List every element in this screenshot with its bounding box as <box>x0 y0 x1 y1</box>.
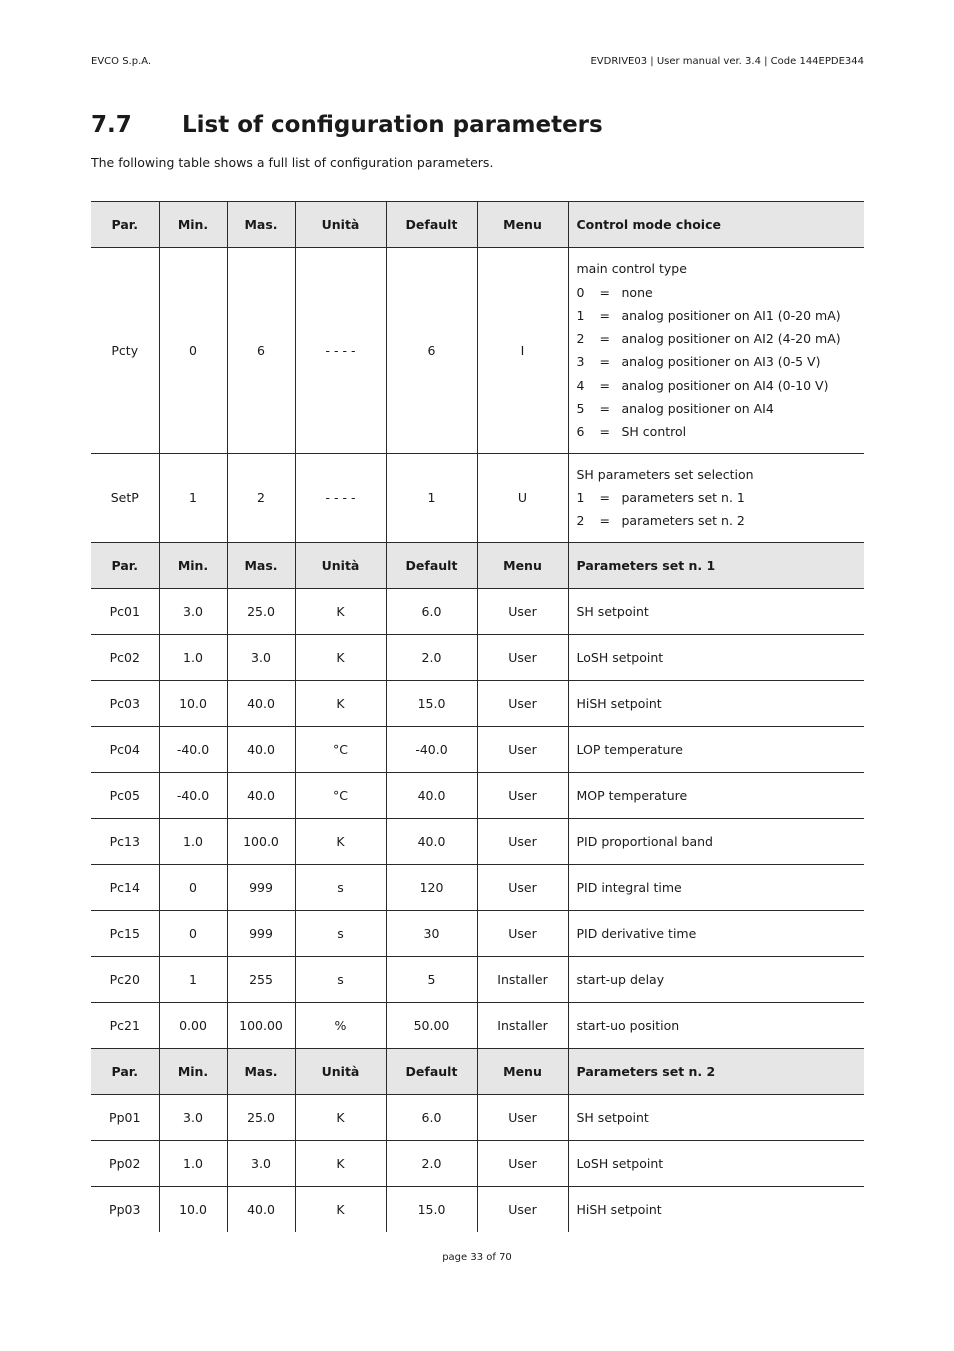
cell-min: -40.0 <box>159 727 227 773</box>
option-equals: = <box>599 284 610 300</box>
parameters-table-body <box>91 202 864 1233</box>
cell-min: 1 <box>159 453 227 543</box>
group-title: Control mode choice <box>568 202 864 248</box>
cell-par: Pp03 <box>91 1187 159 1233</box>
option-equals: = <box>599 490 610 506</box>
group-title: Parameters set n. 1 <box>568 543 864 589</box>
option-line <box>577 420 865 443</box>
table-row <box>91 1141 864 1187</box>
cell-max: 255 <box>227 957 295 1003</box>
option-text: parameters set n. 1 <box>621 490 745 506</box>
option-value: 2 <box>576 513 585 529</box>
cell-default: -40.0 <box>386 727 477 773</box>
cell-description: PID integral time <box>568 865 864 911</box>
cell-unit: s <box>295 957 386 1003</box>
table-row <box>91 589 864 635</box>
cell-default: 30 <box>386 911 477 957</box>
option-value: 1 <box>576 490 585 506</box>
cell-par: Pc20 <box>91 957 159 1003</box>
column-header-max: Mas. <box>227 1049 295 1095</box>
option-value: 6 <box>576 423 585 439</box>
cell-par: Pc03 <box>91 681 159 727</box>
cell-description: SH setpoint <box>568 1095 864 1141</box>
cell-default: 15.0 <box>386 681 477 727</box>
column-header-par: Par. <box>91 202 159 248</box>
cell-max: 2 <box>227 453 295 543</box>
column-header-unit: Unità <box>295 1049 386 1095</box>
cell-unit: K <box>295 1187 386 1233</box>
cell-min: 1 <box>159 957 227 1003</box>
header-document-reference: EVDRIVE03 | User manual ver. 3.4 | Code 144EPDE344 <box>590 56 864 67</box>
page-number: page 33 of 70 <box>442 1252 512 1263</box>
cell-max: 6 <box>227 248 295 454</box>
cell-min: 1.0 <box>159 819 227 865</box>
cell-unit: K <box>295 681 386 727</box>
cell-default: 5 <box>386 957 477 1003</box>
table-row <box>91 727 864 773</box>
parameters-table <box>91 201 864 1232</box>
table-header-row <box>91 202 864 248</box>
column-header-max: Mas. <box>227 543 295 589</box>
option-line <box>577 327 865 350</box>
column-header-par: Par. <box>91 1049 159 1095</box>
cell-description: PID derivative time <box>568 911 864 957</box>
cell-default: 6.0 <box>386 589 477 635</box>
cell-default: 6 <box>386 248 477 454</box>
cell-par: Pc05 <box>91 773 159 819</box>
cell-par: Pc02 <box>91 635 159 681</box>
table-row <box>91 957 864 1003</box>
option-text: analog positioner on AI2 (4-20 mA) <box>621 331 841 347</box>
option-equals: = <box>599 513 610 529</box>
column-header-menu: Menu <box>477 543 568 589</box>
option-text: analog positioner on AI4 (0-10 V) <box>621 377 829 393</box>
column-header-min: Min. <box>159 1049 227 1095</box>
cell-menu: User <box>477 681 568 727</box>
cell-max: 999 <box>227 865 295 911</box>
cell-default: 2.0 <box>386 635 477 681</box>
cell-default: 1 <box>386 453 477 543</box>
option-line <box>577 374 865 397</box>
option-text: analog positioner on AI4 <box>621 400 774 416</box>
cell-min: 0.00 <box>159 1003 227 1049</box>
cell-menu: Installer <box>477 957 568 1003</box>
section-title: List of configuration parameters <box>182 112 603 138</box>
option-equals: = <box>599 377 610 393</box>
column-header-min: Min. <box>159 543 227 589</box>
cell-menu: User <box>477 819 568 865</box>
cell-unit: - - - - <box>295 453 386 543</box>
cell-default: 2.0 <box>386 1141 477 1187</box>
cell-description: HiSH setpoint <box>568 681 864 727</box>
cell-par: Pc04 <box>91 727 159 773</box>
cell-min: 10.0 <box>159 681 227 727</box>
cell-unit: °C <box>295 773 386 819</box>
cell-min: 3.0 <box>159 1095 227 1141</box>
cell-description <box>568 248 864 454</box>
section-intro: The following table shows a full list of configuration parameters. <box>91 155 494 170</box>
column-header-min: Min. <box>159 202 227 248</box>
option-value: 2 <box>576 331 585 347</box>
option-line <box>577 486 865 509</box>
table-row <box>91 819 864 865</box>
cell-unit: % <box>295 1003 386 1049</box>
cell-min: 1.0 <box>159 635 227 681</box>
cell-unit: s <box>295 911 386 957</box>
option-equals: = <box>599 331 610 347</box>
column-header-default: Default <box>386 202 477 248</box>
cell-menu: User <box>477 1187 568 1233</box>
option-line <box>577 350 865 373</box>
cell-default: 50.00 <box>386 1003 477 1049</box>
cell-min: 10.0 <box>159 1187 227 1233</box>
cell-description: SH setpoint <box>568 589 864 635</box>
cell-unit: K <box>295 1141 386 1187</box>
table-row <box>91 248 864 454</box>
cell-unit: s <box>295 865 386 911</box>
cell-description: start-uo position <box>568 1003 864 1049</box>
cell-min: 1.0 <box>159 1141 227 1187</box>
option-line <box>577 397 865 420</box>
cell-default: 40.0 <box>386 819 477 865</box>
option-equals: = <box>599 400 610 416</box>
column-header-par: Par. <box>91 543 159 589</box>
cell-max: 3.0 <box>227 1141 295 1187</box>
table-row <box>91 681 864 727</box>
cell-min: 0 <box>159 865 227 911</box>
option-line <box>577 281 865 304</box>
cell-par: Pcty <box>91 248 159 454</box>
option-text: analog positioner on AI3 (0-5 V) <box>621 354 821 370</box>
cell-par: Pp01 <box>91 1095 159 1141</box>
cell-min: -40.0 <box>159 773 227 819</box>
table-row <box>91 1187 864 1233</box>
option-text: parameters set n. 2 <box>621 513 745 529</box>
option-equals: = <box>599 307 610 323</box>
cell-max: 40.0 <box>227 681 295 727</box>
option-value: 1 <box>576 307 585 323</box>
cell-max: 25.0 <box>227 1095 295 1141</box>
column-header-default: Default <box>386 1049 477 1095</box>
option-text: analog positioner on AI1 (0-20 mA) <box>621 307 841 323</box>
cell-min: 0 <box>159 911 227 957</box>
cell-max: 40.0 <box>227 727 295 773</box>
table-header-row <box>91 1049 864 1095</box>
cell-default: 40.0 <box>386 773 477 819</box>
column-header-unit: Unità <box>295 202 386 248</box>
cell-menu: User <box>477 911 568 957</box>
option-equals: = <box>599 423 610 439</box>
cell-description: start-up delay <box>568 957 864 1003</box>
cell-menu: I <box>477 248 568 454</box>
cell-par: Pp02 <box>91 1141 159 1187</box>
option-value: 3 <box>576 354 585 370</box>
cell-description: HiSH setpoint <box>568 1187 864 1233</box>
table-header-row <box>91 543 864 589</box>
cell-menu: User <box>477 589 568 635</box>
cell-menu: User <box>477 635 568 681</box>
cell-unit: °C <box>295 727 386 773</box>
table-row <box>91 1095 864 1141</box>
cell-max: 100.0 <box>227 819 295 865</box>
column-header-menu: Menu <box>477 1049 568 1095</box>
table-row <box>91 911 864 957</box>
option-value: 5 <box>576 400 585 416</box>
column-header-default: Default <box>386 543 477 589</box>
cell-min: 3.0 <box>159 589 227 635</box>
cell-unit: K <box>295 819 386 865</box>
cell-max: 999 <box>227 911 295 957</box>
cell-description: LOP temperature <box>568 727 864 773</box>
cell-par: Pc01 <box>91 589 159 635</box>
column-header-max: Mas. <box>227 202 295 248</box>
option-equals: = <box>599 354 610 370</box>
description-text: main control type <box>576 261 687 277</box>
option-value: 4 <box>576 377 585 393</box>
cell-par: Pc13 <box>91 819 159 865</box>
cell-menu: Installer <box>477 1003 568 1049</box>
cell-menu: User <box>477 1141 568 1187</box>
cell-par: Pc15 <box>91 911 159 957</box>
cell-max: 40.0 <box>227 1187 295 1233</box>
cell-max: 40.0 <box>227 773 295 819</box>
cell-max: 100.00 <box>227 1003 295 1049</box>
table-row <box>91 865 864 911</box>
table-row <box>91 453 864 543</box>
cell-description: LoSH setpoint <box>568 635 864 681</box>
cell-min: 0 <box>159 248 227 454</box>
cell-menu: User <box>477 773 568 819</box>
cell-par: Pc14 <box>91 865 159 911</box>
cell-default: 120 <box>386 865 477 911</box>
column-header-menu: Menu <box>477 202 568 248</box>
cell-default: 6.0 <box>386 1095 477 1141</box>
section-number: 7.7 <box>91 112 132 138</box>
cell-unit: K <box>295 635 386 681</box>
option-text: none <box>621 284 653 300</box>
cell-menu: User <box>477 727 568 773</box>
cell-menu: User <box>477 1095 568 1141</box>
option-value: 0 <box>576 284 585 300</box>
header-company: EVCO S.p.A. <box>91 56 152 67</box>
cell-par: Pc21 <box>91 1003 159 1049</box>
cell-description: PID proportional band <box>568 819 864 865</box>
table-row <box>91 635 864 681</box>
description-text: SH parameters set selection <box>576 467 754 483</box>
cell-unit: K <box>295 1095 386 1141</box>
section-heading <box>91 112 603 138</box>
cell-menu: User <box>477 865 568 911</box>
cell-max: 3.0 <box>227 635 295 681</box>
group-title: Parameters set n. 2 <box>568 1049 864 1095</box>
cell-max: 25.0 <box>227 589 295 635</box>
cell-description: LoSH setpoint <box>568 1141 864 1187</box>
cell-description <box>568 453 864 543</box>
option-text: SH control <box>621 423 687 439</box>
table-row <box>91 1003 864 1049</box>
cell-menu: U <box>477 453 568 543</box>
cell-default: 15.0 <box>386 1187 477 1233</box>
option-line <box>577 509 865 532</box>
cell-unit: - - - - <box>295 248 386 454</box>
cell-par: SetP <box>91 453 159 543</box>
table-row <box>91 773 864 819</box>
column-header-unit: Unità <box>295 543 386 589</box>
cell-description: MOP temperature <box>568 773 864 819</box>
option-line <box>577 304 865 327</box>
cell-unit: K <box>295 589 386 635</box>
